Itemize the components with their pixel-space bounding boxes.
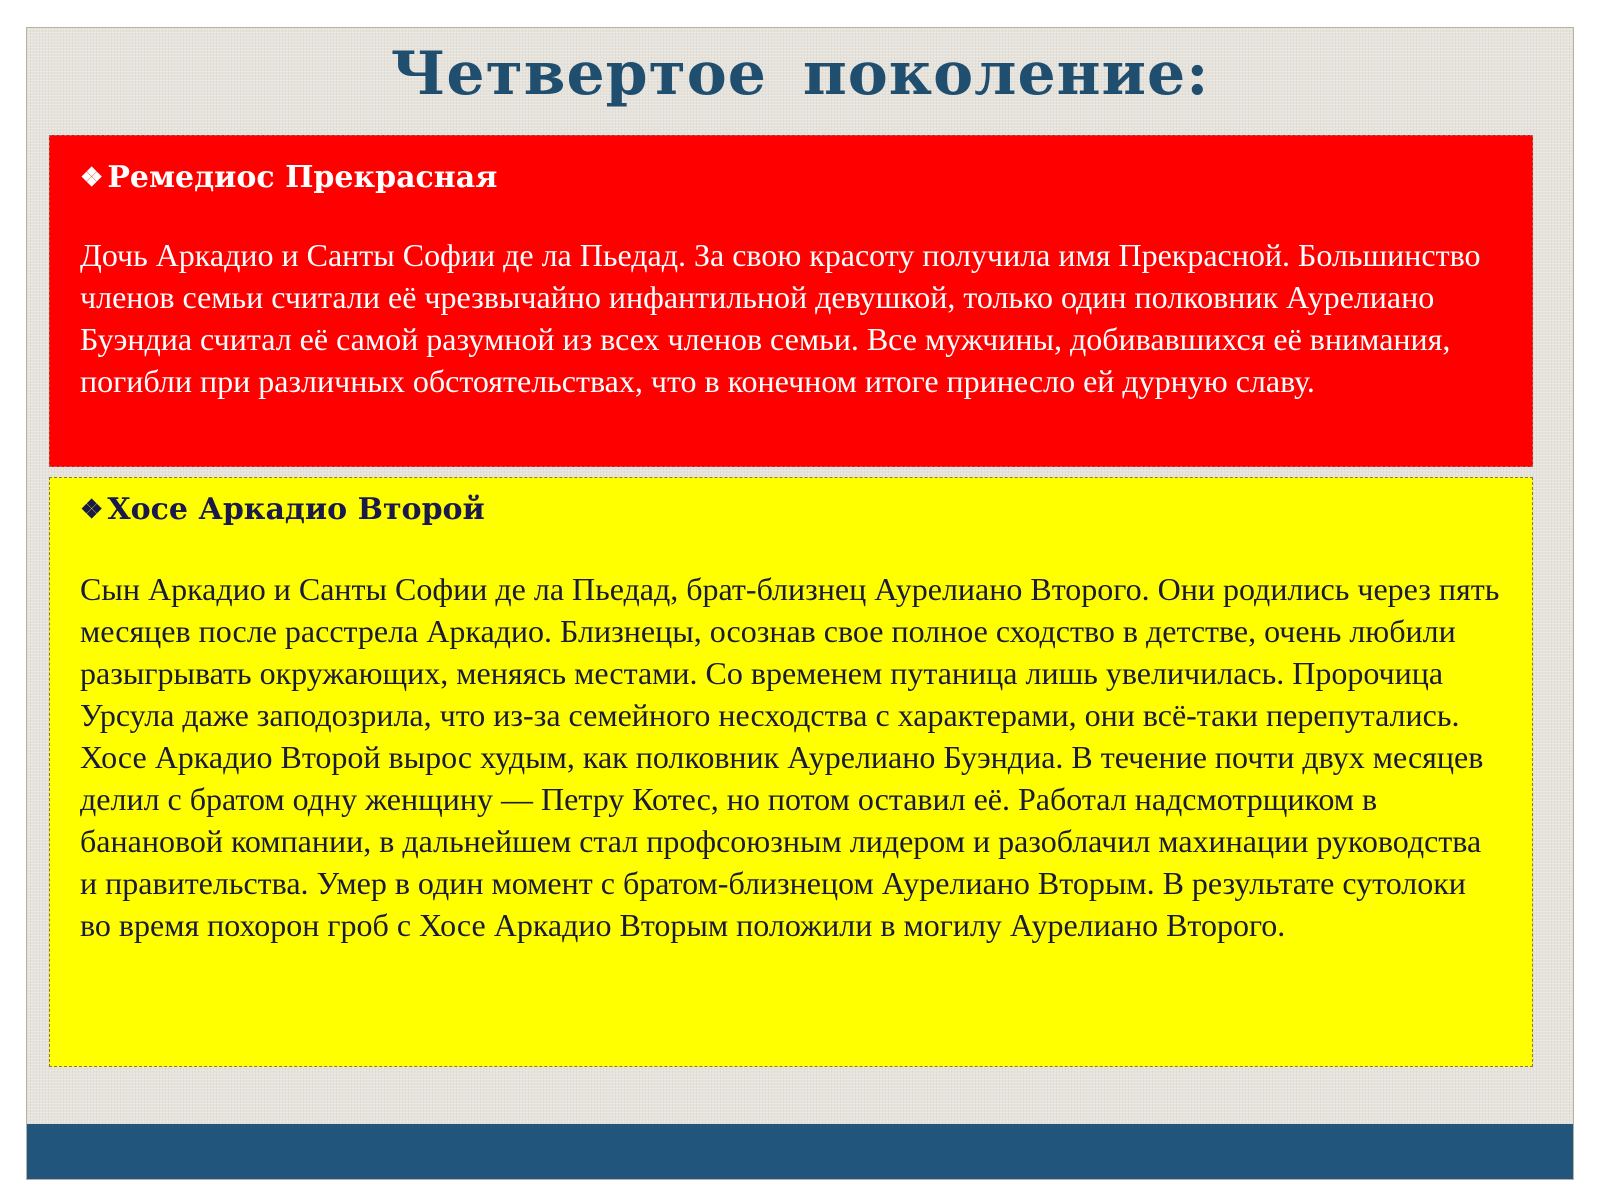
slide	[26, 27, 1574, 1180]
footer-bar	[27, 1124, 1573, 1179]
diamond-bullet-icon: ❖	[80, 163, 104, 193]
section-heading-text: Ремедиос Прекрасная	[107, 160, 498, 195]
section-heading	[80, 158, 1504, 198]
section-body-text: Дочь Аркадио и Санты Софии де ла Пьедад. За свою красоту получила имя Прекрасной. Большинство членов семьи считали её чрезвычайно инфантильной девушкой, только один полковник Аурелиано Буэндиа считал её самой разумной из всех членов семьи. Все мужчины, добивавшихся её внимания, погибли при различных обстоятельствах, что в конечном итоге принесло ей дурную славу.	[80, 237, 1481, 399]
section-heading	[80, 490, 1504, 530]
section-jose-arcadio	[49, 477, 1533, 1067]
diamond-bullet-icon: ❖	[80, 495, 104, 525]
section-heading-text: Хосе Аркадио Второй	[107, 492, 485, 527]
section-remedios	[49, 135, 1533, 467]
slide-title: Четвертое поколение:	[390, 39, 1210, 109]
section-body-text: Сын Аркадио и Санты Софии де ла Пьедад, брат-близнец Аурелиано Второго. Они родились через пять месяцев после расстрела Аркадио. Близнецы, осознав свое полное сходство в детстве, очень любили разыгрывать окружающих, меняясь местами. Со временем путаница лишь увеличилась. Пророчица Урсула даже заподозрила, что из-за семейного несходства с характерами, они всё-таки перепутались. Хосе Аркадио Второй вырос худым, как полковник Аурелиано Буэндиа. В течение почти двух месяцев делил с братом одну женщину — Петру Котес, но потом оставил её. Работал надсмотрщиком в банановой компании, в дальнейшем стал профсоюзным лидером и разоблачил махинации руководства и правительства. Умер в один момент с братом-близнецом Аурелиано Вторым. В результате сутолоки во время похорон гроб с Хосе Аркадио Вторым положили в могилу Аурелиано Второго.	[80, 571, 1500, 943]
